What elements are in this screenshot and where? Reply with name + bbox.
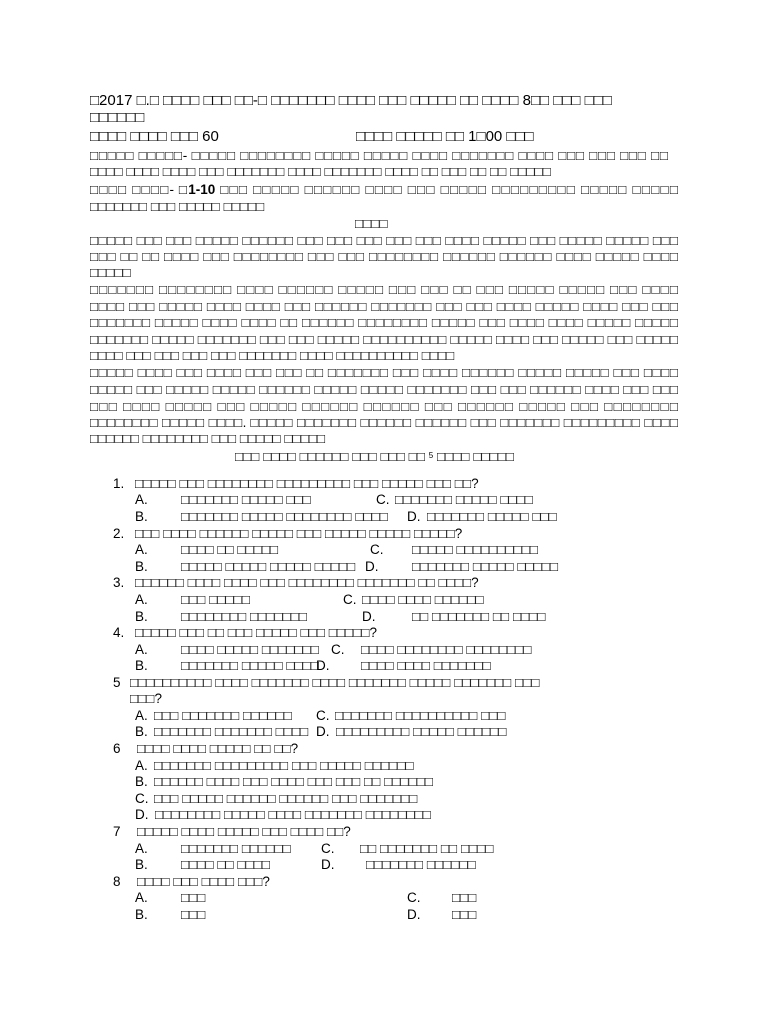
option-b [135,724,308,740]
question-text: □□□ □□□□ □□□□□□ □□□□□ □□□ □□□□□ □□□□□ □□□□□? [135,526,463,541]
option-text: □□□ □□□□□ □□□□□□ □□□□□□ □□□ □□□□□□□ [154,791,418,806]
passage-line: □□□□□ [90,265,131,280]
question-number: 4. [113,625,125,640]
option-a [135,592,250,608]
part-rest: □□□ □□□□□ □□□□□□ □□□□ □□□ □□□□□ □□□□□□□□□ □□□□□ □□□□□ [215,182,678,197]
option-label: C. [376,492,390,507]
option-label: B. [135,559,148,574]
option-text: □□ □□□□□□□ □□ □□□□ [412,609,546,624]
option-d [135,807,431,823]
option-text: □□□□ □□□□ □□□□□□ [362,592,484,607]
option-label: B. [135,774,148,789]
option-a [135,542,278,558]
option-b [135,609,307,625]
question-number: 3. [113,575,125,590]
option-text: □□□□□□□ □□□□□ □□□□ [181,658,319,673]
option-a [135,492,311,508]
option-text: □□□□□□□ □□□□□□□□□ □□□ □□□□□ □□□□□□ [154,758,414,773]
option-c [370,542,538,558]
option-text: □□□ [452,890,477,905]
option-label: D. [135,807,149,822]
part-prefix: □□□□ □□□□- □ [90,182,189,197]
passage-line: □□□□□ □□□ □□□□□ □□□□□ □□□□□□ □□□□□ □□□□□ □□□□□□□ □□□ □□□ □□□□□□ □□□□ □□□ □□□ [90,382,678,397]
option-text: □□□□□□□ □□□□□□□ □□□□ [154,724,309,739]
option-b [135,559,355,575]
option-text: □□□ [452,907,477,922]
passage-title: □□□□ [355,216,388,231]
option-label: A. [135,642,148,657]
option-c [316,708,506,724]
questions-heading [235,448,514,465]
time-allowed: □□□□ □□□□□ □□ 1□00 □□□ [356,128,534,145]
option-label: A. [135,492,148,507]
option-d [407,509,557,525]
option-text: □□□□ □□□□ □□□□□□□ [361,658,491,673]
option-b [135,907,205,923]
option-b [135,509,388,525]
option-text: □□□□ □□ □□□□□ [181,542,279,557]
passage-line: □□□ □□□□ □□□□□ □□□ □□□□□ □□□□□□ □□□□□□ □□□ □□□□□□ □□□□□ □□□ □□□□□□□□ [90,399,678,414]
option-d [316,724,507,740]
option-text: □□□□□□□ □□□□□□□□□□ □□□ [335,708,506,723]
part-instruction [90,182,678,198]
option-label: C. [321,841,335,856]
option-text: □□□□ □□□□□□□□ □□□□□□□□ [361,642,532,657]
questions-heading-text: □□□ □□□□ □□□□□□ □□□ □□□ □□ [235,449,429,464]
option-a [135,642,319,658]
option-c [407,890,476,906]
instructions-line-1: □□□□□ □□□□□- □□□□□ □□□□□□□□ □□□□□ □□□□□ □□□□ □□□□□□□ □□□□ □□□ □□□ □□□ □□ [90,148,668,163]
option-c [135,791,417,807]
option-b [135,774,433,790]
passage-line: □□□□ □□□ □□□□□ □□□□ □□□□ □□□ □□□□□□ □□□□□□□ □□□ □□□ □□□□ □□□□□ □□□□ □□□ □□□ [90,299,678,314]
question-text: □□□□□ □□□ □□ □□□ □□□□□ □□□ □□□□□? [135,625,378,640]
option-label: A. [135,758,148,773]
questions-heading-sup: 5 [428,451,434,460]
option-a [135,708,292,724]
questions-heading-tail: □□□□ □□□□□ [433,449,515,464]
option-text: □□□□□□□ □□□□□ □□□□□ [412,559,559,574]
option-label: C. [135,791,149,806]
option-label: C. [343,592,357,607]
option-text: □□□□□ □□□□□□□□□□ [412,542,539,557]
question-number: 7 [113,824,121,839]
option-c [321,841,494,857]
option-label: B. [135,857,148,872]
question-text: □□□□□□□□□□ □□□□ □□□□□□□ □□□□ □□□□□□□ □□□□□ □□□□□□□ □□□ [130,675,540,690]
exam-title-line-1: □2017 □.□ □□□□ □□□ □□-□ □□□□□□□ □□□□ □□□ □□□□□ □□ □□□□ 8□□ □□□ □□□ [90,92,612,109]
option-text: □□□□□□□ □□□□□□ [366,857,476,872]
option-label: C. [407,890,421,905]
option-text: □□□ □□□□□□□ □□□□□□ [154,708,292,723]
total-marks: □□□□ □□□□ □□□ 60 [90,128,219,145]
option-label: B. [135,907,148,922]
question-number: 1. [113,476,125,491]
part-instruction-line-2: □□□□□□□ □□□ □□□□□ □□□□□ [90,199,265,214]
question-number: 2. [113,526,125,541]
option-d [365,559,558,575]
option-label: D. [407,907,421,922]
option-a [135,841,291,857]
passage-line: □□□□□□□ □□□□□ □□□□□□□ □□□ □□□ □□□□□ □□□□□□□□□□ □□□□□ □□□□ □□□ □□□□□ □□□ □□□□□ [90,332,678,347]
option-label: C. [331,642,345,657]
option-text: □□□□□□□□□ □□□□□ □□□□□□ [336,724,507,739]
passage-line: □□□□□□□ □□□□□ □□□□ □□□□ □□ □□□□□□ □□□□□□□□ □□□□□ □□□ □□□□ □□□□ □□□□□ □□□□□ [90,315,678,330]
option-label: D. [407,509,421,524]
option-d [362,609,546,625]
option-label: A. [135,708,148,723]
question-text-line-2: □□□? [130,691,162,706]
option-label: A. [135,841,148,856]
option-c [331,642,532,658]
option-label: A. [135,542,148,557]
option-label: D. [362,609,376,624]
option-label: D. [365,559,379,574]
passage-line: □□□ □□ □□ □□□□ □□□ □□□□□□□□ □□□ □□□ □□□□□□□□ □□□□□□ □□□□□□ □□□□ □□□□□ □□□□ [90,249,678,264]
option-label: A. [135,890,148,905]
question-number: 5 [113,675,121,690]
question-number: 6 [113,741,121,756]
option-text: □□□□□ □□□□□ □□□□□ □□□□□ [181,559,356,574]
question-text: □□□□□ □□□□ □□□□□ □□□ □□□□ □□? [137,824,351,839]
option-text: □□□□□□□□ □□□□□ □□□□ □□□□□□□ □□□□□□□□ [155,807,431,822]
option-label: B. [135,509,148,524]
option-text: □□□□□□□ □□□□□ □□□□□□□□ □□□□ [181,509,388,524]
option-text: □□□ [181,907,206,922]
option-label: A. [135,592,148,607]
option-text: □□□□□□□ □□□□□ □□□ [181,492,311,507]
option-label: B. [135,609,148,624]
exam-title-line-2: □□□□□□ [90,109,145,126]
option-label: D. [321,857,335,872]
passage-line: □□□□□□□ □□□□□□□□ □□□□ □□□□□□ □□□□□ □□□ □□□ □□ □□□ □□□□□ □□□□□ □□□ □□□□ [90,282,678,297]
question-text: □□□□ □□□□ □□□□□ □□ □□? [137,741,299,756]
option-text: □□□□□□□ □□□□□ □□□ [427,509,557,524]
passage-line: □□□□□□ □□□□□□□□ □□□ □□□□□ □□□□□ [90,431,326,446]
passage-line: □□□□□□□□ □□□□□ □□□□. □□□□□ □□□□□□□ □□□□□□ □□□□□□ □□□ □□□□□□□ □□□□□□□□□ □□□□ [90,415,678,430]
question-text: □□□□ □□□ □□□□ □□□? [137,874,270,889]
question-number: 8 [113,874,121,889]
option-label: D. [316,658,330,673]
option-label: C. [316,708,330,723]
option-text: □□ □□□□□□□ □□ □□□□ [360,841,494,856]
option-b [135,658,319,674]
option-a [135,890,205,906]
option-label: B. [135,658,148,673]
option-text: □□□□□□ □□□□ □□□ □□□□ □□□ □□□ □□ □□□□□□ [154,774,434,789]
option-text: □□□ □□□□□ [181,592,250,607]
instructions-line-2: □□□□ □□□□ □□□□ □□□ □□□□□□□ □□□□ □□□□□□□ □□□□ □□ □□□ □□ □□ □□□□□ [90,164,551,179]
passage-line: □□□□□ □□□ □□□ □□□□□ □□□□□□ □□□ □□□ □□□ □□□ □□□ □□□□ □□□□□ □□□ □□□□□ □□□□□ □□□ [90,233,678,248]
option-c [343,592,484,608]
part-range: 1-10 [188,182,216,197]
passage-line: □□□□□ □□□□ □□□ □□□□ □□□ □□□ □□ □□□□□□□ □□□ □□□□ □□□□□□ □□□□□ □□□□□ □□□ □□□□ [90,365,678,380]
option-text: □□□□□□□ □□□□□□ [181,841,291,856]
option-b [135,857,270,873]
option-d [316,658,491,674]
question-text: □□□□□□ □□□□ □□□□ □□□ □□□□□□□□ □□□□□□□ □□ □□□□? [135,575,479,590]
question-text: □□□□□ □□□ □□□□□□□□ □□□□□□□□□ □□□ □□□□□ □□□ □□? [135,476,479,491]
option-label: D. [316,724,330,739]
option-text: □□□□ □□ □□□□ [181,857,271,872]
option-text: □□□□□□□ □□□□□ □□□□ [395,492,533,507]
option-d [407,907,476,923]
passage-line: □□□□ □□□ □□□ □□□ □□□ □□□□□□□ □□□□ □□□□□□□□□□ □□□□ [90,348,455,363]
option-text: □□□□ □□□□□ □□□□□□□ [181,642,319,657]
option-a [135,758,414,774]
option-text: □□□ [181,890,206,905]
option-label: C. [370,542,384,557]
option-text: □□□□□□□□ □□□□□□□ [181,609,308,624]
option-label: B. [135,724,148,739]
option-c [376,492,533,508]
option-d [321,857,476,873]
